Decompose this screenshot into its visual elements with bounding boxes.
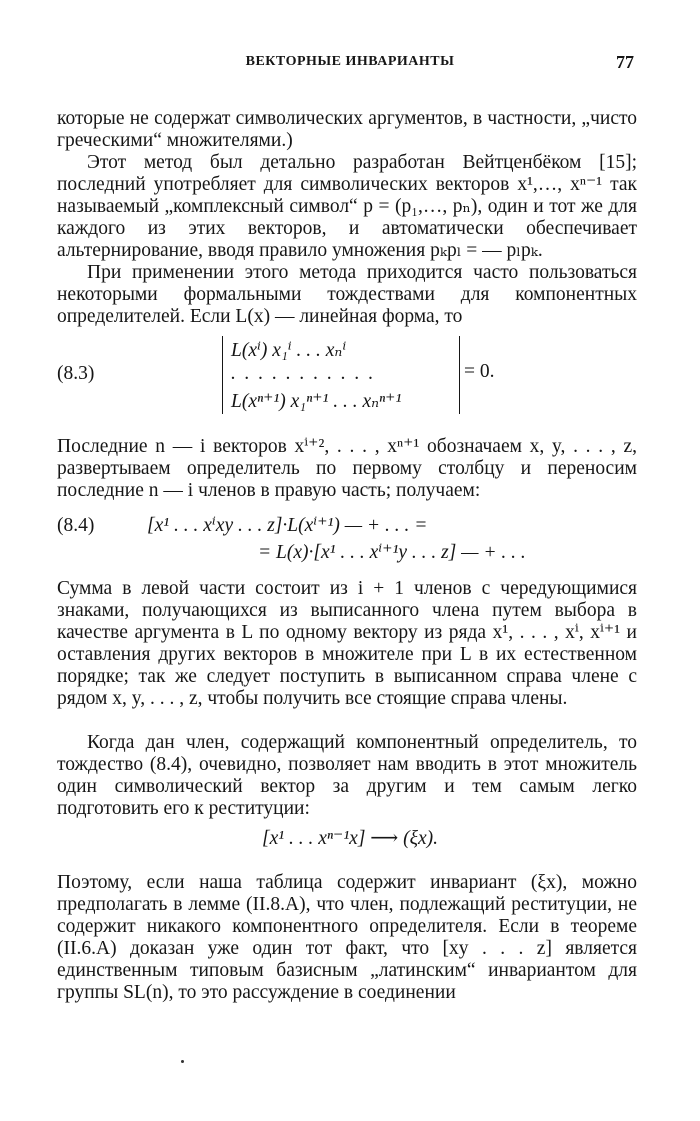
paragraph-6: Когда дан член, содержащий компонентный определитель, то тождество (8.4), очевидно, позволяет нам вводить в этот множитель один символический вектор за другим и тем самым легко подготовить его к реституции: xyxy=(57,732,637,819)
determinant-row-2: . . . . . . . . . . . xyxy=(231,363,376,384)
paragraph-4: Последние n — i векторов xⁱ⁺², . . . , xⁿ⁺¹ обозначаем x, y, . . . , z, развертываем определитель по первому столбцу и переносим последние n — i членов в правую часть; получаем: xyxy=(57,436,637,501)
page-number: 77 xyxy=(616,52,634,72)
paragraph-2: Этот метод был детально разработан Вейтценбёком [15]; последний употребляет для символических векторов x¹,…, xⁿ⁻¹ так называемый „комплексный символ“ p = (p₁,…, pₙ), один и тот же для каждого из этих векторов, и автоматически обеспечивает альтернирование, вводя правило умножения pₖpₗ = — pₗpₖ. xyxy=(57,152,637,261)
equation-8-4-line-1: [x¹ . . . xⁱxy . . . z]·L(xⁱ⁺¹) — + . . . = xyxy=(147,515,428,536)
equation-8-4-line-2: = L(x)·[x¹ . . . xⁱ⁺¹y . . . z] — + . . . xyxy=(258,542,526,563)
running-title: ВЕКТОРНЫЕ ИНВАРИАНТЫ xyxy=(245,54,455,69)
equation-label-8-3: (8.3) xyxy=(57,363,95,384)
determinant xyxy=(222,336,460,414)
paragraph-5: Сумма в левой части состоит из i + 1 членов с чередующимися знаками, получающихся из выписанного члена путем выбора в качестве аргумента в L по одному вектору из ряда x¹, . . . , xⁱ, xⁱ⁺¹ и оставления других векторов в множителе при L в их естественном порядке; так же следует поступить в выписанном справа члене с рядом x, y, . . . , z, чтобы получить все стоящие справа члены. xyxy=(57,578,637,709)
running-head xyxy=(0,52,700,76)
restitution-formula: [x¹ . . . xⁿ⁻¹x] ⟶ (ξx). xyxy=(262,828,438,849)
paragraph-1: которые не содержат символических аргументов, в частности, „чисто греческими“ множителями.) xyxy=(57,108,637,151)
equation-rhs: = 0. xyxy=(464,361,495,382)
paragraph-3: При применении этого метода приходится часто пользоваться некоторыми формальными тождествами для компонентных определителей. Если L(x) — линейная форма, то xyxy=(57,262,637,327)
determinant-row-3: L(xⁿ⁺¹) x₁ⁿ⁺¹ . . . xₙⁿ⁺¹ xyxy=(231,391,402,412)
equation-label-8-4: (8.4) xyxy=(57,515,95,536)
determinant-row-1: L(xⁱ) x₁ⁱ . . . xₙⁱ xyxy=(231,340,347,361)
print-speck xyxy=(181,1060,184,1063)
paragraph-7: Поэтому, если наша таблица содержит инвариант (ξx), можно предполагать в лемме (II.8.A), что член, подлежащий реституции, не содержит никакого компонентного определителя. Если в теореме (II.6.A) доказан уже один тот факт, что [xy . . . z] является единственным типовым базисным „латинским“ инвариантом для группы SL(n), то это рассуждение в соединении xyxy=(57,872,637,1003)
